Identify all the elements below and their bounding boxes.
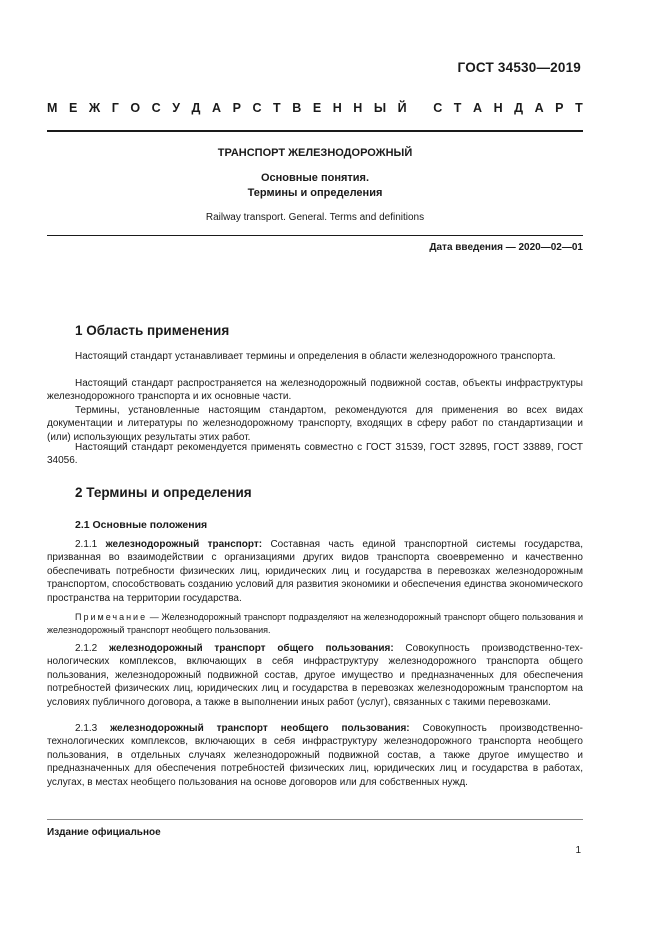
scope-paragraph-4: Настоящий стандарт рекомендуется применять совместно с ГОСТ 31539, ГОСТ 32895, ГОСТ 33889, ГОСТ 34056. (47, 442, 583, 467)
banner-letter: Ж (88, 101, 101, 115)
note-label: Примечание (75, 612, 148, 622)
banner-letter: Н (332, 101, 342, 115)
english-title: Railway transport. General. Terms and definitions (205, 212, 425, 223)
standard-subtitle-2: Термины и определения (247, 187, 383, 199)
official-edition-label: Издание официальное (47, 827, 161, 838)
header-divider (47, 130, 583, 132)
banner-letter: Е (68, 101, 78, 115)
banner-letter: Н (493, 101, 503, 115)
term-note (47, 611, 583, 636)
banner-letter: Т (453, 101, 462, 115)
banner-gap (418, 100, 421, 116)
interstate-standard-banner (47, 100, 583, 116)
term-2-1-3 (47, 722, 583, 789)
banner-letter: А (212, 101, 222, 115)
title-divider (47, 235, 583, 236)
term-2-1-1 (47, 538, 583, 605)
banner-letter: Н (353, 101, 363, 115)
term-name: железнодорожный транспорт общего пользования: (109, 643, 394, 654)
banner-letter: А (472, 101, 483, 115)
term-2-1-2 (47, 642, 583, 709)
banner-letter: А (534, 101, 544, 115)
section-1-heading: 1 Область применения (75, 323, 230, 338)
banner-letter: Е (312, 101, 322, 115)
standard-title: ТРАНСПОРТ ЖЕЛЕЗНОДОРОЖНЫЙ (217, 147, 413, 159)
term-name: железнодорожный транспорт необщего пользования: (110, 723, 410, 734)
banner-letter: Д (514, 101, 524, 115)
banner-letter: Т (273, 101, 281, 115)
scope-paragraph-2: Настоящий стандарт распространяется на железнодорожный подвижной состав, объекты инфраструктуры железнодорожного транспорта и их основные части. (47, 378, 583, 403)
banner-letter: С (433, 101, 443, 115)
note-text: — Железнодорожный транспорт подразделяют на железнодорожный транспорт общего пользования и железнодорожный транспорт необщего пользования. (47, 612, 583, 635)
banner-letter: Р (555, 101, 564, 115)
scope-paragraph-1: Настоящий стандарт устанавливает термины и определения в области железнодорожного транспорта. (75, 351, 556, 362)
banner-letter: М (47, 101, 58, 115)
banner-letter: Ы (373, 101, 387, 115)
footer-divider (47, 819, 583, 820)
term-number: 2.1.1 (75, 539, 98, 550)
banner-letter: Й (397, 101, 407, 115)
subsection-2-1-heading: 2.1 Основные положения (75, 519, 208, 531)
scope-paragraph-3: Термины, установленные настоящим стандартом, рекомендуются для применения во всех видах документации и литературы по железнодорожному транспорту, входящих в сферу работ по стандартизации и (или) использующих результаты этих работ. (47, 405, 583, 443)
banner-letter: О (130, 101, 141, 115)
term-definition: Составная часть единой транспортной системы государства, призванная во взаимодействии с организациями других видов транспорта своевременно и качественно обеспечивать потребности физических лиц, юридических лиц и государства в перевозках железнодорожным транспортом, способствовать созданию условий для развития экономики и обеспечения единства экономического пространства на территории государства. (47, 539, 583, 604)
term-definition: Совокупность производственно-технологических комплексов, включающих в себя инфраструктуру железнодорожного транспорта необщего пользования, в отдельных случаях железнодорожный подвижной состав, а также другое имущество и предназначенных для обеспечения потребностей физических лиц, юридических лиц и государства в работах, услугах, в местах необщего пользования на основе договоров или для собственных нужд. (47, 723, 584, 788)
document-number: ГОСТ 34530—2019 (457, 60, 581, 75)
term-number: 2.1.2 (75, 643, 98, 654)
banner-letter: У (172, 101, 180, 115)
standard-subtitle-1: Основные понятия. (260, 172, 370, 184)
banner-letter: В (292, 101, 302, 115)
page-number: 1 (575, 845, 581, 856)
banner-letter: Г (111, 101, 119, 115)
banner-letter: С (252, 101, 262, 115)
banner-letter: Д (191, 101, 201, 115)
banner-letter: Т (575, 101, 583, 115)
introduction-date: Дата введения — 2020—02—01 (429, 242, 583, 253)
term-number: 2.1.3 (75, 723, 98, 734)
term-definition: Совокупность производственно-технологических комплексов, включающих в себя инфраструктуру железнодорожного транспорта общего пользования, железнодорожный подвижной состав, другое имущество и предназначенных для обеспечения потребностей физических лиц, юридических лиц и государства в перевозках железнодорожным транспортом на условиях публичного договора, а также в выполнении иных работ (услуг), связанных с такими перевозками. (47, 643, 584, 708)
section-2-heading: 2 Термины и определения (75, 485, 252, 500)
banner-letter: С (151, 101, 161, 115)
banner-letter: Р (232, 101, 241, 115)
term-name: железнодорожный транспорт: (105, 539, 263, 550)
